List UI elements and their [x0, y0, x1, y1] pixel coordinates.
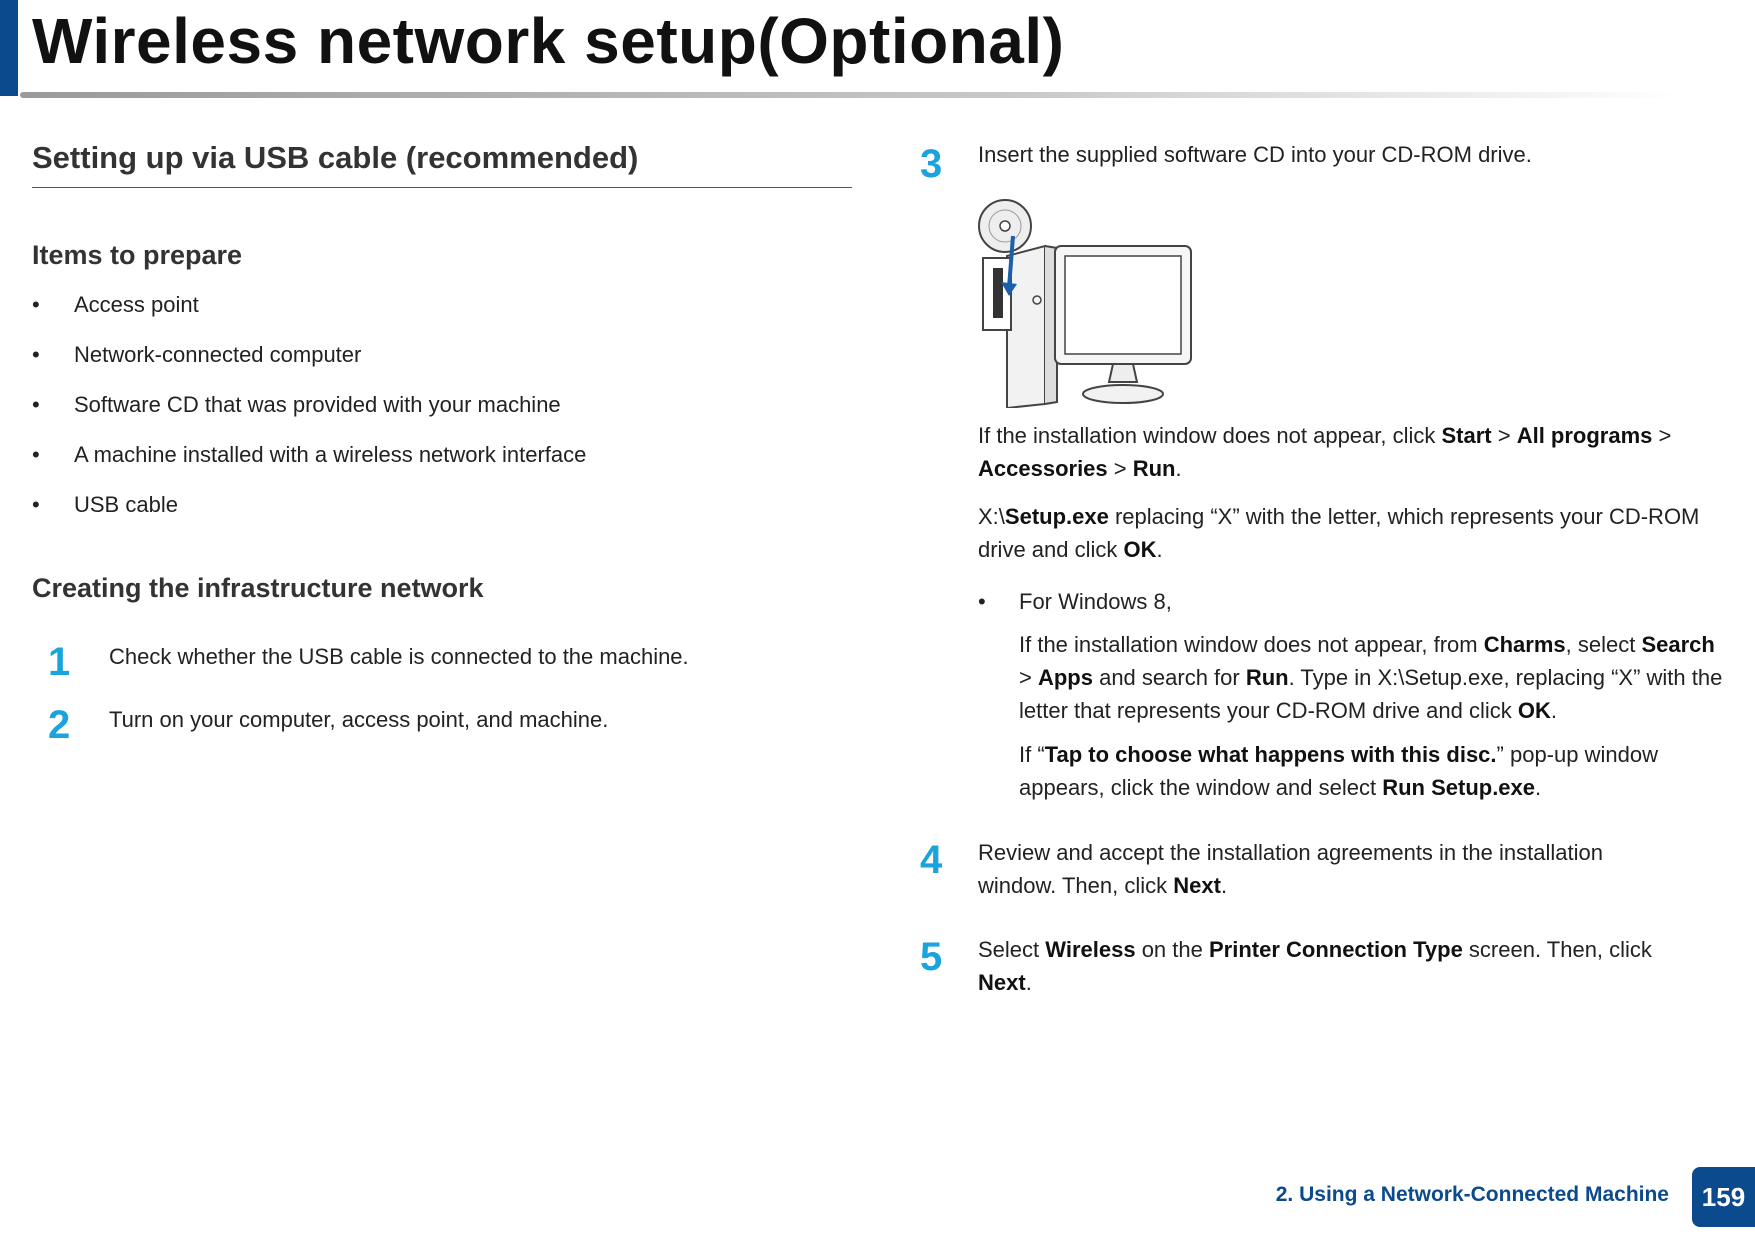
run-label: Run — [1245, 665, 1289, 690]
step-number-2: 2 — [48, 703, 71, 747]
wireless-label: Wireless — [1045, 937, 1136, 962]
windows8-instructions: If the installation window does not appear, from Charms, select Search > Apps and search for Run. Type in X:\Setup.exe, replacing “X” with the letter that represents your CD-ROM drive and click OK. — [1019, 632, 1723, 723]
step-2-text: Turn on your computer, access point, and machine. — [109, 707, 609, 732]
windows8-popup-instructions: If “Tap to choose what happens with this disc.” pop-up window appears, click the window and select Run Setup.exe. — [1019, 742, 1658, 800]
infrastructure-heading: Creating the infrastructure network — [32, 573, 484, 603]
apps-label: Apps — [1037, 665, 1093, 690]
windows8-bullet-dot: • — [978, 589, 986, 614]
list-item: • USB cable — [32, 492, 178, 517]
step-5-text: Select Wireless on the Printer Connection Type screen. Then, click Next. — [978, 937, 1652, 995]
list-item: • A machine installed with a wireless network interface — [32, 442, 587, 467]
ok-label: OK — [1123, 537, 1157, 562]
page-title: Wireless network setup(Optional) — [32, 5, 1065, 77]
step-3-setup-exe: X:\Setup.exe replacing “X” with the letter, which represents your CD-ROM drive and click OK. — [978, 504, 1700, 562]
run-setup-label: Run Setup.exe — [1382, 775, 1536, 800]
step-number-1: 1 — [48, 640, 71, 684]
section-divider — [32, 187, 852, 188]
page-number-badge: 159 — [1692, 1167, 1755, 1227]
step-number-3: 3 — [920, 142, 943, 186]
list-item: • Access point — [32, 292, 199, 317]
list-item: • Software CD that was provided with your machine — [32, 392, 561, 417]
step-number-5: 5 — [920, 935, 943, 979]
step-3-run-instructions: If the installation window does not appear, click Start > All programs > Accessories > Run. — [978, 423, 1672, 481]
ok-label: OK — [1517, 698, 1551, 723]
search-label: Search — [1641, 632, 1715, 657]
items-to-prepare-heading: Items to prepare — [32, 240, 243, 270]
start-label: Start — [1441, 423, 1492, 448]
accessories-label: Accessories — [978, 456, 1108, 481]
next-label: Next — [978, 970, 1026, 995]
tap-to-choose-label: Tap to choose what happens with this disc. — [1044, 742, 1497, 767]
printer-connection-type-label: Printer Connection Type — [1208, 937, 1463, 962]
all-programs-label: All programs — [1516, 423, 1653, 448]
step-1-text: Check whether the USB cable is connected to the machine. — [109, 644, 689, 669]
windows8-bullet: For Windows 8, — [1019, 589, 1172, 614]
step-number-4: 4 — [920, 838, 943, 882]
charms-label: Charms — [1483, 632, 1566, 657]
step-4-text: Review and accept the installation agreements in the installation window. Then, click Next. — [978, 840, 1603, 898]
next-label: Next — [1173, 873, 1221, 898]
list-item: • Network-connected computer — [32, 342, 362, 367]
run-label: Run — [1132, 456, 1176, 481]
header-accent-bar — [0, 0, 18, 96]
setup-exe-label: Setup.exe — [1004, 504, 1109, 529]
section-title: Setting up via USB cable (recommended) — [32, 140, 639, 175]
cd-insert-illustration — [975, 196, 1195, 408]
prepare-list — [32, 292, 832, 542]
title-divider — [20, 92, 1680, 98]
step-3-text: Insert the supplied software CD into your CD-ROM drive. — [978, 142, 1532, 167]
chapter-footer: 2. Using a Network-Connected Machine — [1275, 1183, 1669, 1206]
